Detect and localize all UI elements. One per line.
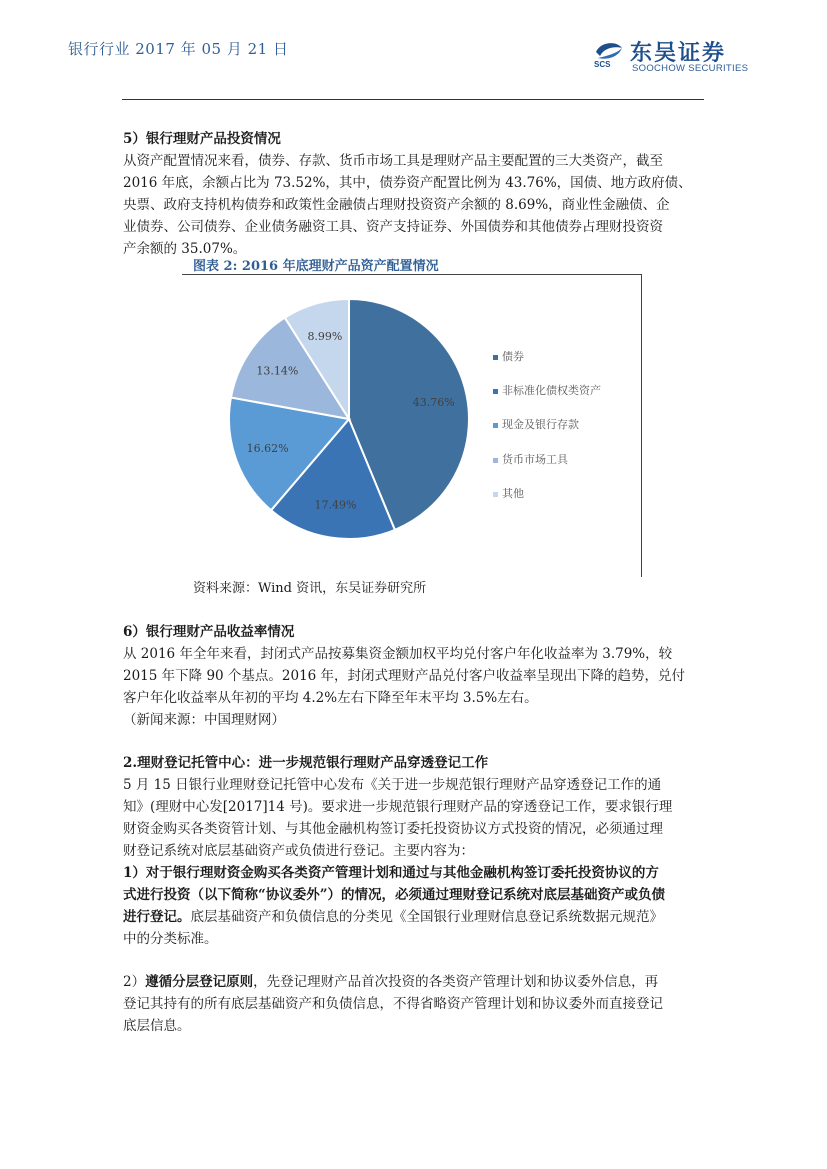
chart-source: 资料来源：Wind 资讯，东吴证券研究所 bbox=[193, 581, 427, 596]
chart-right-border bbox=[641, 274, 642, 577]
pie-label-0: 43.76% bbox=[412, 396, 455, 410]
logo-chinese-name: 东吴证券 bbox=[630, 41, 727, 66]
paragraph-line: 产余额的 35.07%。 bbox=[123, 241, 247, 257]
header-divider bbox=[122, 99, 704, 100]
legend-swatch bbox=[493, 355, 498, 360]
pie-label-3: 13.14% bbox=[256, 364, 299, 378]
legend-item-3: 货币市场工具 bbox=[493, 451, 568, 467]
paragraph-line bbox=[123, 970, 658, 990]
paragraph-line: 从 2016 年全年来看，封闭式产品按募集资金额加权平均兑付客户年化收益率为 3.79%，较 bbox=[123, 646, 673, 662]
report-header-title: 银行行业 2017 年 05 月 21 日 bbox=[68, 40, 289, 58]
paragraph-text: 2） bbox=[123, 974, 146, 990]
legend-item-2: 现金及银行存款 bbox=[493, 416, 579, 432]
paragraph-line: 从资产配置情况来看，债券、存款、货币市场工具是理财产品主要配置的三大类资产，截至 bbox=[123, 153, 663, 169]
paragraph-line: 知》(理财中心发[2017]14 号)。要求进一步规范银行理财产品的穿透登记工作，要求银行理 bbox=[123, 799, 673, 815]
paragraph-line-bold: 式进行投资（以下简称“协议委外”）的情况，必须通过理财登记系统对底层基础资产或负债 bbox=[123, 887, 666, 903]
paragraph-line: 业债券、公司债券、企业债务融资工具、资产支持证券、外国债券和其他债券占理财投资资 bbox=[123, 219, 663, 235]
bold-phrase: 遵循分层登记原则 bbox=[145, 974, 254, 990]
chart-title: 图表 2: 2016 年底理财产品资产配置情况 bbox=[193, 259, 439, 274]
bold-phrase: 进行登记。 bbox=[123, 909, 191, 925]
legend-swatch bbox=[493, 423, 498, 428]
paragraph-line: 财登记系统对底层基础资产或负债进行登记。主要内容为： bbox=[123, 843, 474, 859]
legend-swatch bbox=[493, 458, 498, 463]
legend-swatch bbox=[493, 389, 498, 394]
paragraph-line: （新闻来源：中国理财网） bbox=[123, 712, 285, 728]
company-logo bbox=[592, 36, 762, 76]
paragraph-line: 5 月 15 日银行业理财登记托管中心发布《关于进一步规范银行理财产品穿透登记工作的通 bbox=[123, 777, 662, 793]
pie-label-1: 17.49% bbox=[314, 498, 357, 512]
paragraph-line: 中的分类标准。 bbox=[123, 931, 218, 947]
pie-label-2: 16.62% bbox=[246, 441, 289, 455]
paragraph-line: 央票、政府支持机构债券和政策性金融债占理财投资资产余额的 8.69%，商业性金融债、企 bbox=[123, 197, 670, 213]
section-heading: 6）银行理财产品收益率情况 bbox=[123, 624, 295, 640]
paragraph-line: 2016 年底，余额占比为 73.52%，其中，债券资产配置比例为 43.76%，国债、地方政府债、 bbox=[123, 175, 692, 191]
paragraph-line: 底层信息。 bbox=[123, 1018, 191, 1034]
logo-english-name: SOOCHOW SECURITIES bbox=[632, 63, 749, 74]
paragraph-line-bold: 1）对于银行理财资金购买各类资产管理计划和通过与其他金融机构签订委托投资协议的方 bbox=[123, 865, 659, 881]
paragraph-text: ，先登记理财产品首次投资的各类资产管理计划和协议委外信息，再 bbox=[253, 974, 659, 990]
legend-item-4: 其他 bbox=[493, 485, 524, 501]
paragraph-line: 财资金购买各类资管计划、与其他金融机构签订委托投资协议方式投资的情况，必须通过理 bbox=[123, 821, 663, 837]
paragraph-line: 登记其持有的所有底层基础资产和负债信息，不得省略资产管理计划和协议委外而直接登记 bbox=[123, 996, 663, 1012]
paragraph-text: 底层基础资产和负债信息的分类见《全国银行业理财信息登记系统数据元规范》 bbox=[190, 909, 663, 925]
legend-swatch bbox=[493, 492, 498, 497]
legend-item-0: 债券 bbox=[493, 348, 524, 364]
paragraph-line bbox=[123, 905, 663, 925]
paragraph-line: 客户年化收益率从年初的平均 4.2%左右下降至年末平均 3.5%左右。 bbox=[123, 690, 538, 706]
section-heading: 5）银行理财产品投资情况 bbox=[123, 131, 281, 147]
paragraph-line: 2015 年下降 90 个基点。2016 年，封闭式理财产品兑付客户收益率呈现出下降的趋势，兑付 bbox=[123, 668, 686, 684]
section-heading: 2.理财登记托管中心：进一步规范银行理财产品穿透登记工作 bbox=[123, 755, 489, 771]
legend-item-1: 非标准化债权类资产 bbox=[493, 382, 601, 398]
logo-mark-text: SCS bbox=[594, 60, 611, 69]
pie-label-4: 8.99% bbox=[307, 330, 343, 344]
